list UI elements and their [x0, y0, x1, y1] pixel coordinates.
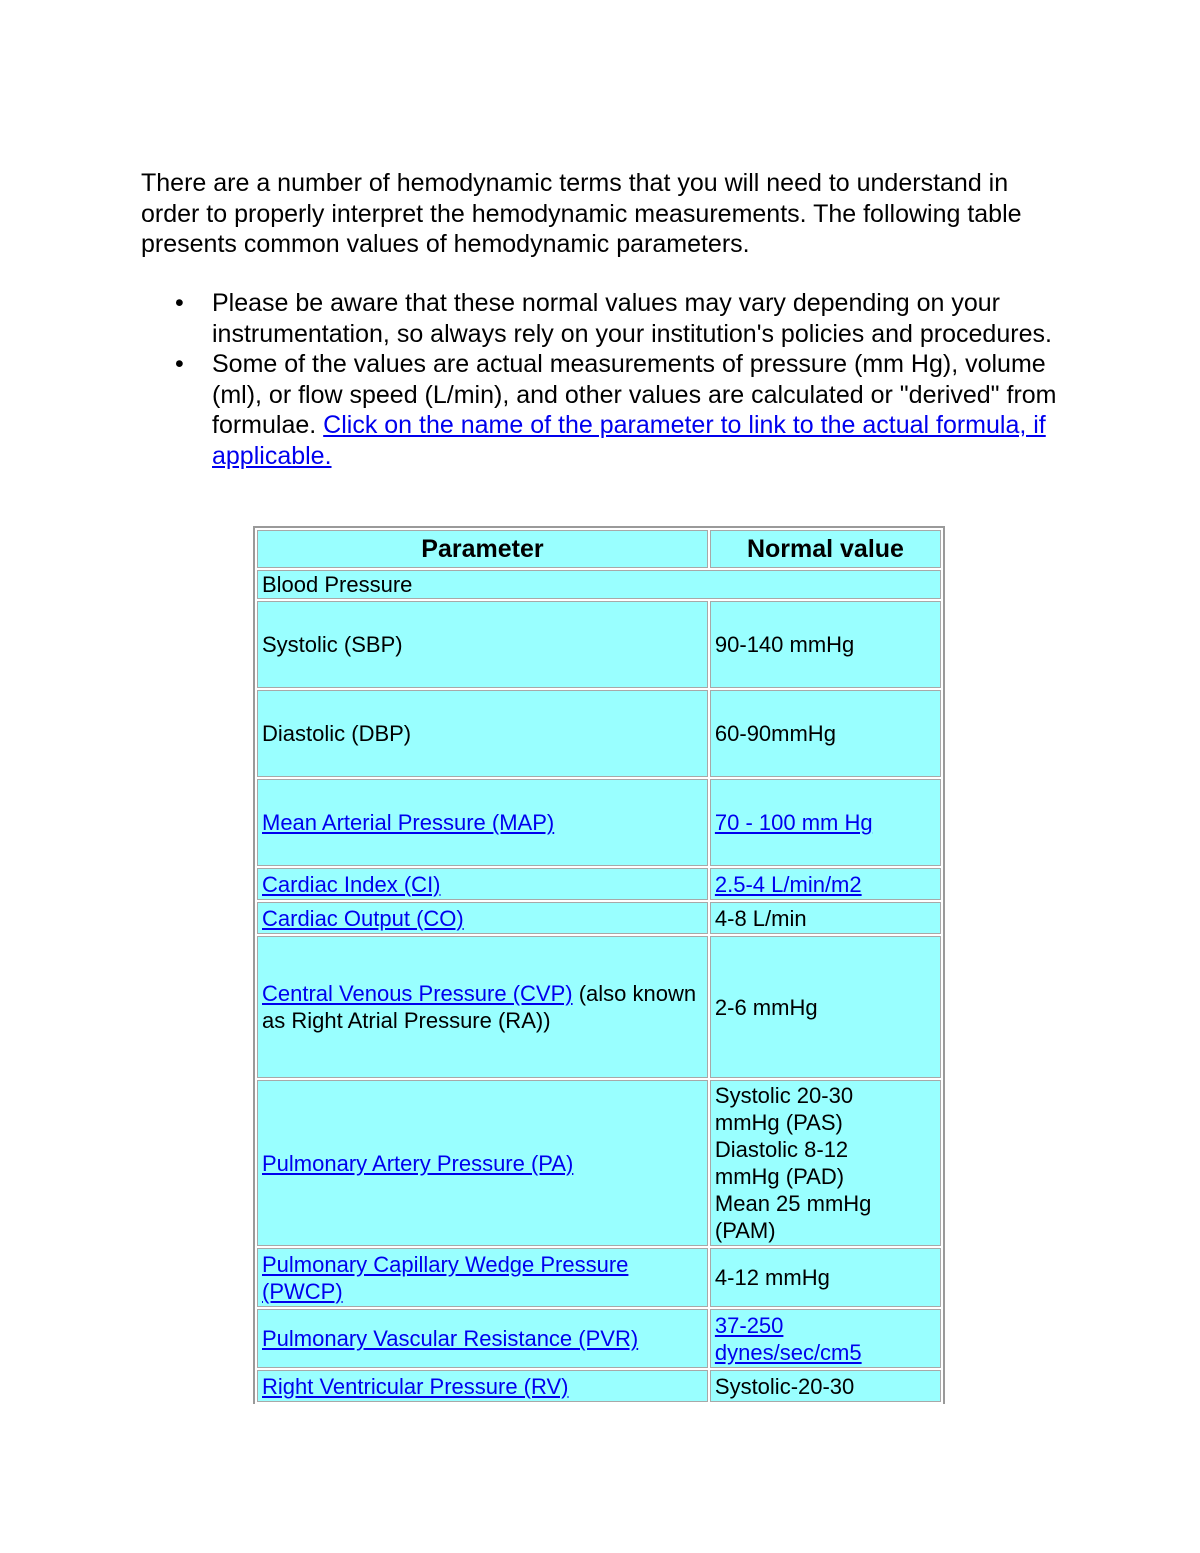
section-blood-pressure: Blood Pressure — [257, 570, 941, 599]
hemodynamic-parameters-table — [253, 526, 945, 1404]
param-map-cell — [257, 779, 708, 866]
list-item — [141, 349, 1061, 471]
param-dbp: Diastolic (DBP) — [257, 690, 708, 777]
param-ci-cell — [257, 868, 708, 900]
intro-paragraph: There are a number of hemodynamic terms that you will need to understand in order to properly interpret the hemodynamic measurements. The following table presents common values of hemodynamic parameters. — [141, 169, 1022, 258]
value-pvr-link[interactable]: 37-250 dynes/sec/cm5 — [714, 1312, 862, 1365]
param-cvp-note: (also known as Right Atrial Pressure (RA)) — [262, 981, 697, 1033]
value-map-link[interactable]: 70 - 100 mm Hg — [714, 810, 873, 835]
header-normal-value: Normal value — [710, 530, 941, 568]
table-row — [257, 1248, 941, 1307]
table-row — [257, 601, 941, 688]
value-pa-line: mmHg (PAS) — [714, 1110, 843, 1135]
value-pvr-cell — [710, 1309, 941, 1368]
value-pa-line: Systolic 20-30 — [714, 1083, 854, 1108]
param-pvr-link[interactable]: Pulmonary Vascular Resistance (PVR) — [262, 1326, 639, 1351]
param-co-cell — [257, 902, 708, 934]
table-row — [257, 902, 941, 934]
value-dbp: 60-90mmHg — [710, 690, 941, 777]
header-parameter: Parameter — [257, 530, 708, 568]
param-pwcp-cell — [257, 1248, 708, 1307]
param-cvp-cell — [257, 936, 708, 1078]
table-row — [257, 690, 941, 777]
list-item — [141, 288, 1061, 349]
param-sbp: Systolic (SBP) — [257, 601, 708, 688]
value-pa-line: mmHg (PAD) — [714, 1164, 845, 1189]
note-instrumentation: Please be aware that these normal values may vary depending on your instrumentation, so always rely on your institution's policies and procedures. — [212, 289, 1052, 348]
table-row — [257, 936, 941, 1078]
formula-link[interactable]: Click on the name of the parameter to link to the actual formula, if applicable. — [212, 411, 1046, 470]
notes-list — [141, 288, 1061, 471]
param-rv-link[interactable]: Right Ventricular Pressure (RV) — [262, 1373, 569, 1399]
value-pa — [710, 1080, 941, 1246]
value-pa-line: Mean 25 mmHg — [714, 1191, 872, 1216]
table-row — [257, 1309, 941, 1368]
param-co-link[interactable]: Cardiac Output (CO) — [262, 905, 464, 931]
table-row — [257, 1080, 941, 1246]
value-map-cell — [710, 779, 941, 866]
value-pwcp: 4-12 mmHg — [710, 1248, 941, 1307]
table-row — [257, 779, 941, 866]
bullet-icon: • — [175, 350, 184, 378]
value-pa-line: (PAM) — [714, 1218, 776, 1243]
table-row — [257, 570, 941, 599]
param-ci-link[interactable]: Cardiac Index (CI) — [262, 871, 441, 897]
note-derived-values: Some of the values are actual measurements of pressure (mm Hg), volume (ml), or flow speed (L/min), and other values are calculated or "derived" from formulae. — [212, 350, 1057, 439]
param-rv-cell — [257, 1370, 708, 1402]
table-row — [257, 1370, 941, 1402]
table-header-row — [257, 530, 941, 568]
value-co: 4-8 L/min — [710, 902, 941, 934]
value-ci-link[interactable]: 2.5-4 L/min/m2 — [714, 871, 862, 897]
param-map-link[interactable]: Mean Arterial Pressure (MAP) — [262, 810, 555, 835]
param-pwcp-link[interactable]: Pulmonary Capillary Wedge Pressure (PWCP) — [262, 1251, 629, 1304]
value-pa-line: Diastolic 8-12 — [714, 1137, 849, 1162]
value-cvp: 2-6 mmHg — [710, 936, 941, 1078]
value-sbp: 90-140 mmHg — [710, 601, 941, 688]
param-pa-link[interactable]: Pulmonary Artery Pressure (PA) — [262, 1150, 574, 1176]
param-pvr-cell — [257, 1309, 708, 1368]
table-row — [257, 868, 941, 900]
value-rv: Systolic-20-30 — [710, 1370, 941, 1402]
param-pa-cell — [257, 1080, 708, 1246]
param-cvp-link[interactable]: Central Venous Pressure (CVP) — [262, 981, 573, 1006]
value-ci-cell — [710, 868, 941, 900]
bullet-icon: • — [175, 289, 184, 317]
